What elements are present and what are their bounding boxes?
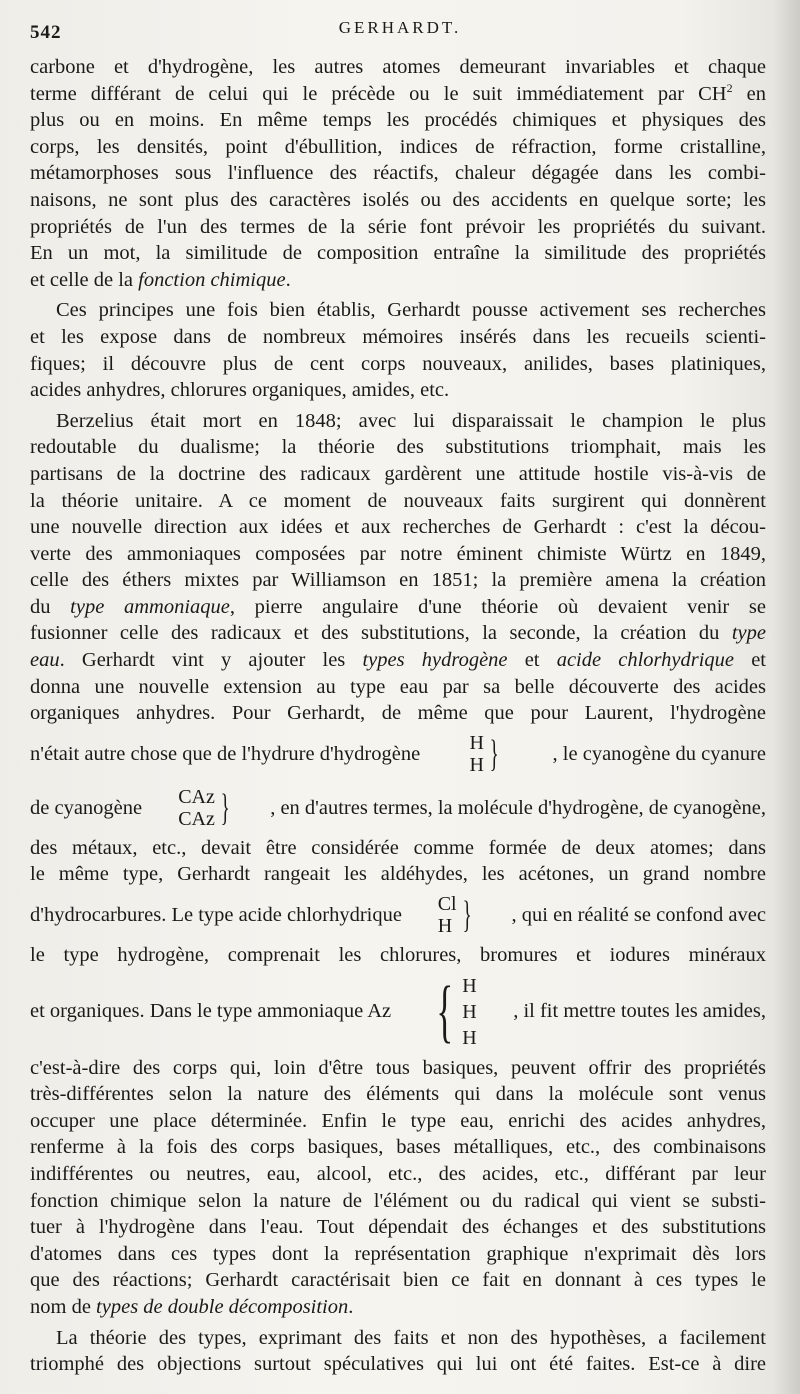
text-line: Berzelius était mort en 1848; avec lui disparaissait le champion le plus: [56, 409, 766, 432]
text-line: verte des ammoniaques composées par notre éminent chimiste Würtz en 1849,: [30, 542, 766, 565]
text-line: très-différentes selon la nature des éléments qui dans la molécule sont venus: [30, 1083, 766, 1106]
formula-line-cyanogen: de cyanogène CAz CAz } , en d'autres termes, la molécule d'hydrogène, de cyanogène,: [30, 785, 766, 830]
formula-cyanogen: CAz CAz }: [178, 785, 230, 830]
formula-hydrogen: H H }: [469, 731, 499, 776]
text-line: le même type, Gerhardt rangeait les aldéhydes, les acétones, un grand nombre: [30, 863, 766, 886]
text-line: acides anhydres, chlorures organiques, amides, etc.: [30, 379, 450, 402]
text-line: d'atomes dans ces types dont la représentation graphique n'exprimait dès lors: [30, 1242, 766, 1265]
text-line: corps, les densités, point d'ébullition, indices de réfraction, forme cristalline,: [30, 135, 766, 158]
text-line: terme différant de celui qui le précède ou le suit immédiatement par $CH^2$ en: [30, 80, 766, 105]
text-line: du type ammoniaque, pierre angulaire d'une théorie où devaient venir se: [30, 595, 767, 618]
text-line: la théorie unitaire. A ce moment de nouveaux faits surgirent qui donnèrent: [30, 489, 766, 512]
text-line: plus ou en moins. En même temps les procédés chimiques et physiques des: [30, 109, 766, 132]
formula-line-hydrochloric: d'hydrocarbures. Le type acide chlorhydrique Cl H } , qui en réalité se confond avec: [30, 893, 766, 938]
text-line: fiques; il découvre plus de cent corps nouveaux, anilides, bases platiniques,: [30, 352, 766, 375]
text-line: triomphé des objections surtout spéculatives qui lui ont été faites. Est-ce à dire: [30, 1353, 766, 1376]
text-line: c'est-à-dire des corps qui, loin d'être tous basiques, peuvent offrir des propriétés: [30, 1056, 766, 1079]
text-line: tuer à l'hydrogène dans l'eau. Tout dépendait des échanges et des substitutions: [30, 1216, 766, 1239]
formula-line-ammonia: et organiques. Dans le type ammoniaque Az { H H H , il fit mettre toutes les amides,: [30, 972, 766, 1050]
page-gutter-shadow: [772, 0, 800, 1394]
formula-hydrochloric-acid: Cl H }: [437, 893, 472, 938]
text-line: que des réactions; Gerhardt caractérisait bien ce fait en donnant à ces types le: [30, 1269, 766, 1292]
text-line: nom de types de double décomposition.: [30, 1295, 354, 1318]
formula-line-hydrogen: n'était autre chose que de l'hydrure d'hydrogène H H } , le cyanogène du cyanure: [30, 731, 766, 776]
text-line: indifférentes ou neutres, eau, alcool, etc., des acides, etc., différant par leur: [30, 1163, 766, 1185]
text-line: une nouvelle direction aux idées et aux recherches de Gerhardt : c'est la décou-: [30, 516, 766, 539]
text-line: La théorie des types, exprimant des faits et non des hypothèses, a facilement: [56, 1326, 766, 1349]
page-number: 542: [30, 22, 62, 43]
text-line: organiques anhydres. Pour Gerhardt, de même que pour Laurent, l'hydrogène: [30, 702, 766, 725]
text-line: eau. Gerhardt vint y ajouter les types hydrogène et acide chlorhydrique et: [30, 649, 767, 672]
text-line: naisons, ne sont plus des caractères isolés ou des accidents en quelque sorte; les: [30, 188, 766, 211]
text-line: le type hydrogène, comprenait les chlorures, bromures et iodures minéraux: [30, 944, 766, 967]
text-line: des métaux, etc., devait être considérée comme formée de deux atomes; dans: [30, 836, 766, 859]
page-header: [30, 18, 770, 48]
text-line: propriétés de l'un des termes de la série font prévoir les propriétés du suivant.: [30, 215, 766, 238]
text-line: métamorphoses sous l'influence des réactifs, chaleur dégagée dans les combi-: [30, 162, 766, 185]
text-line: renferme à la fois des corps basiques, bases métalliques, etc., des combinaisons: [30, 1136, 766, 1159]
text-line: fonction chimique selon la nature de l'élément ou du radical qui vient se substi-: [30, 1189, 766, 1212]
text-line: En un mot, la similitude de composition entraîne la similitude des propriétés: [30, 242, 766, 265]
running-head: GERHARDT.: [338, 18, 462, 37]
formula-ammonia: { H H H: [436, 972, 477, 1050]
body-text: [30, 54, 766, 1378]
text-line: donna une nouvelle extension au type eau par sa belle découverte des acides: [30, 675, 766, 698]
text-line: Ces principes une fois bien établis, Gerhardt pousse activement ses recherches: [56, 299, 766, 322]
text-line: et celle de la fonction chimique.: [30, 268, 291, 291]
text-line: et les expose dans de nombreux mémoires insérés dans les recueils scienti-: [30, 325, 766, 348]
text-line: celle des éthers mixtes par Williamson en 1851; la première amena la création: [30, 569, 766, 592]
text-line: redoutable du dualisme; la théorie des substitutions triomphait, mais les: [30, 436, 766, 459]
text-line: carbone et d'hydrogène, les autres atomes demeurant invariables et chaque: [30, 56, 766, 78]
text-line: partisans de la doctrine des radicaux gardèrent une attitude hostile vis-à-vis de: [30, 462, 766, 485]
text-line: fusionner celle des radicaux et des substitutions, la seconde, la création du type: [30, 622, 766, 645]
text-line: occuper une place déterminée. Enfin le type eau, enrichi des acides anhydres,: [30, 1109, 766, 1132]
